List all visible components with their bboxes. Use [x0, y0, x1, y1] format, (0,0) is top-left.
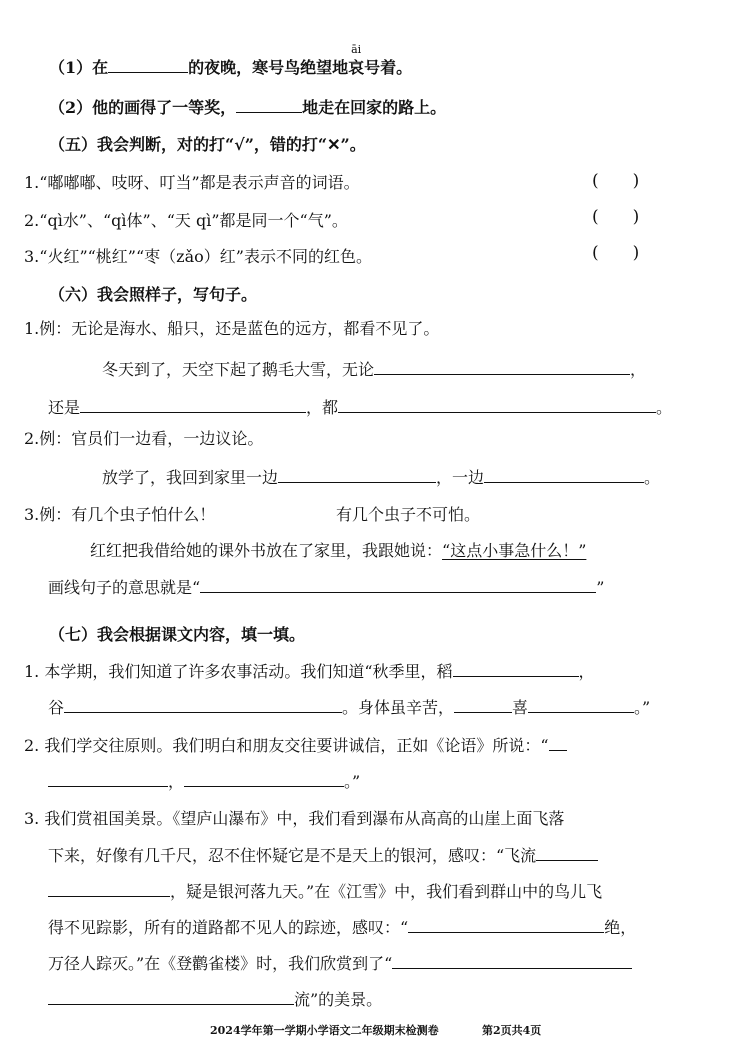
task-3-line1: 红红把我借给她的课外书放在了家里，我跟她说：“这点小事急什么！” — [90, 541, 587, 560]
example-3-answer: 有几个虫子不可怕。 — [336, 505, 481, 524]
fill7-q1-line1: 1. 本学期，我们知道了许多农事活动。我们知道“秋季里，稻 ， — [24, 662, 595, 681]
blank-7-2a[interactable] — [549, 734, 567, 751]
fill7-q2-line1: 2. 我们学交往原则。我们明白和朋友交往要讲诚信，正如《论语》所说：“ — [24, 734, 567, 757]
task-3-line2: 画线句子的意思就是“ ” — [48, 578, 605, 597]
blank-q2[interactable] — [236, 96, 302, 113]
fill7-q2-line2: ， 。” — [48, 770, 360, 793]
judge-item-3: 3.“火红”“桃红”“枣（zǎo）红”表示不同的红色。 — [24, 247, 372, 266]
footer-title: 2024学年第一学期小学语文二年级期末检测卷 — [210, 1024, 439, 1037]
blank-6-2b[interactable] — [484, 466, 644, 483]
blank-7-3d[interactable] — [392, 952, 632, 969]
fill-q1: （1）在 的夜晚，寒号鸟绝望地哀 āi 号着。 — [49, 43, 413, 77]
blank-7-1d[interactable] — [528, 696, 634, 713]
blank-6-1b[interactable] — [80, 396, 306, 413]
section-6-heading: （六）我会照样子，写句子。 — [49, 285, 258, 304]
fill7-q3-line6: 流”的美景。 — [48, 988, 382, 1011]
blank-7-3e[interactable] — [48, 988, 294, 1005]
blank-7-2c[interactable] — [184, 770, 344, 787]
task-1-line2: 还是 ，都 。 — [48, 398, 673, 417]
footer-page-number: 第2页共4页 — [482, 1024, 542, 1037]
fill7-q3-line2: 下来，好像有几千尺，忍不住怀疑它是不是天上的银河，感叹：“飞流 — [48, 844, 598, 867]
blank-7-3a[interactable] — [536, 844, 598, 861]
example-1: 1.例：无论是海水、船只，还是蓝色的远方，都看不见了。 — [24, 319, 440, 338]
blank-6-2a[interactable] — [278, 466, 436, 483]
section-5-heading: （五）我会判断，对的打“√”，错的打“✕”。 — [49, 135, 366, 154]
blank-7-3b[interactable] — [48, 880, 170, 897]
fill7-q3-line5: 万径人踪灭。”在《登鹳雀楼》时，我们欣赏到了“ — [48, 952, 632, 975]
fill7-q3-line1: 3. 我们赏祖国美景。《望庐山瀑布》中，我们看到瀑布从高高的山崖上面飞落 — [24, 809, 565, 828]
ruby-ai: 哀 āi — [348, 43, 365, 77]
blank-6-1c[interactable] — [338, 396, 656, 413]
example-2: 2.例：官员们一边看，一边议论。 — [24, 429, 264, 448]
blank-7-1c[interactable] — [454, 696, 512, 713]
blank-6-1a[interactable] — [374, 358, 630, 375]
answer-paren-1[interactable]: ( ) — [592, 171, 640, 191]
answer-paren-2[interactable]: ( ) — [592, 207, 640, 227]
fill-q2: （2）他的画得了一等奖， 地走在回家的路上。 — [49, 98, 447, 117]
judge-item-1: 1.“嘟嘟嘟、吱呀、叮当”都是表示声音的词语。 — [24, 173, 360, 192]
fill7-q1-line2: 谷 。身体虽辛苦， 喜 。” — [48, 698, 651, 717]
fill7-q3-line3: ，疑是银河落九天。”在《江雪》中，我们看到群山中的鸟儿飞 — [48, 880, 602, 903]
blank-7-2b[interactable] — [48, 770, 168, 787]
task-1-line1: 冬天到了，天空下起了鹅毛大雪，无论 ， — [102, 360, 647, 379]
blank-7-1b[interactable] — [64, 696, 342, 713]
task-2: 放学了，我回到家里一边 ，一边 。 — [102, 468, 661, 487]
blank-q1[interactable] — [108, 56, 188, 73]
blank-7-1a[interactable] — [453, 660, 579, 677]
blank-7-3c[interactable] — [408, 916, 604, 933]
judge-item-2: 2.“qì水”、“qì体”、“天 qì”都是同一个“气”。 — [24, 211, 348, 230]
section-7-heading: （七）我会根据课文内容，填一填。 — [49, 625, 306, 644]
example-3: 3.例：有几个虫子怕什么！ — [24, 505, 216, 524]
fill7-q3-line4: 得不见踪影，所有的道路都不见人的踪迹，感叹：“ 绝， — [48, 918, 637, 937]
answer-paren-3[interactable]: ( ) — [592, 243, 640, 263]
blank-6-3[interactable] — [200, 576, 596, 593]
